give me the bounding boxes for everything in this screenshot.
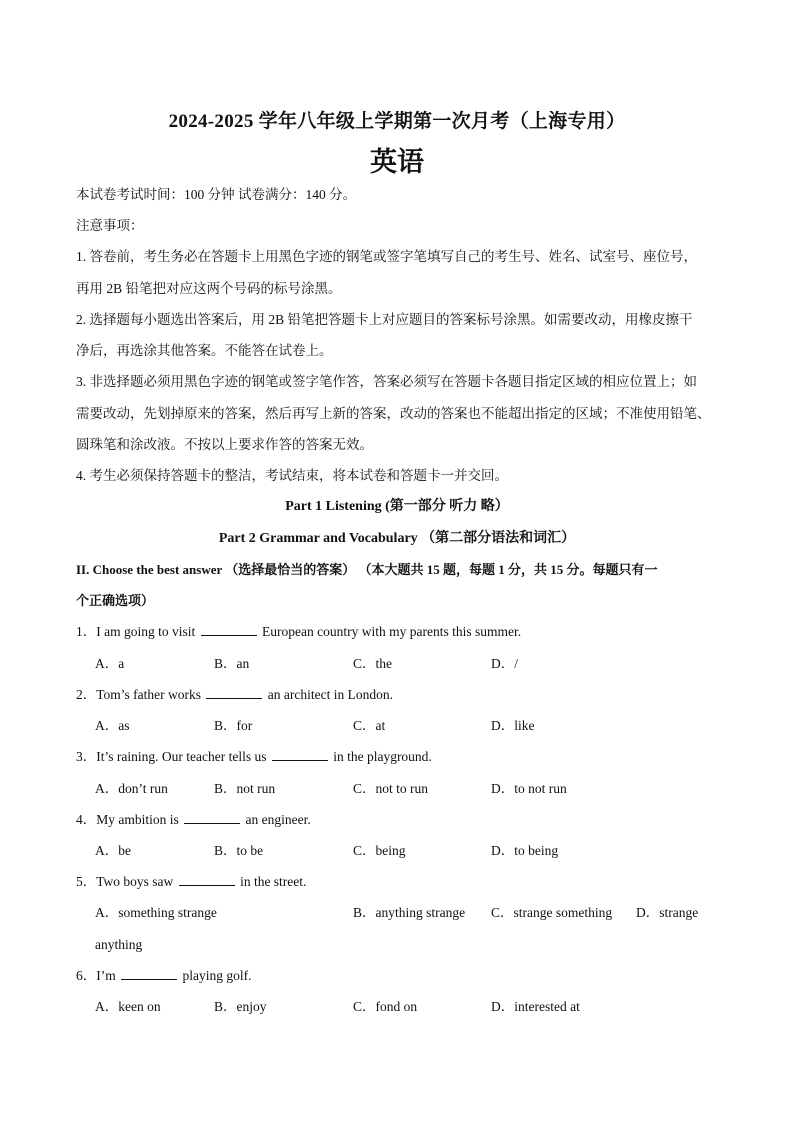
- question-text: in the playground.: [329, 749, 432, 764]
- option-c: C．being: [353, 843, 406, 858]
- question-6: [76, 967, 726, 985]
- answer-blank: [272, 748, 328, 761]
- answer-blank: [206, 686, 262, 699]
- note-line: 4. 考生必须保持答题卡的整洁，考试结束，将本试卷和答题卡一并交回。: [76, 468, 508, 483]
- option-d: D．to being: [491, 843, 559, 858]
- option-a: A．something strange: [95, 905, 217, 920]
- answer-blank: [184, 811, 240, 824]
- option-d: D．/: [491, 656, 518, 671]
- question-text: 1．I am going to visit: [76, 624, 199, 639]
- question-text: 3．It’s raining. Our teacher tells us: [76, 749, 270, 764]
- question-4: [76, 811, 726, 829]
- answer-blank: [201, 623, 257, 636]
- question-text: 4．My ambition is: [76, 812, 183, 827]
- option-c: C．fond on: [353, 999, 418, 1014]
- exam-title: 2024-2025 学年八年级上学期第一次月考（上海专用）: [168, 111, 626, 132]
- section-instruction-cont: 个正确选项）: [76, 593, 155, 608]
- option-c: C．strange something: [491, 905, 613, 920]
- question-text: 6．I’m: [76, 968, 120, 983]
- question-text: an architect in London.: [264, 687, 394, 702]
- note-line: 2. 选择题每小题选出答案后，用 2B 铅笔把答题卡上对应题目的答案标号涂黑。如需要改动，用橡皮擦干: [76, 312, 693, 327]
- question-text: an engineer.: [242, 812, 311, 827]
- option-d: D．to not run: [491, 781, 567, 796]
- answer-blank: [121, 967, 177, 980]
- question-text: 2．Tom’s father works: [76, 687, 205, 702]
- time-info: 本试卷考试时间：100 分钟 试卷满分：140 分。: [76, 187, 357, 202]
- question-1: [76, 623, 726, 641]
- option-a: A．don’t run: [95, 781, 168, 796]
- option-b: B．an: [214, 656, 250, 671]
- option-d: D．strange: [636, 905, 699, 920]
- note-line: 3. 非选择题必须用黑色字迹的钢笔或签字笔作答，答案必须写在答题卡各题目指定区域的相应位置上；如: [76, 374, 697, 389]
- notice-heading: 注意事项：: [76, 218, 144, 233]
- option-c: C．the: [353, 656, 392, 671]
- option-c: C．not to run: [353, 781, 429, 796]
- option-b: B．to be: [214, 843, 264, 858]
- question-3: [76, 748, 726, 766]
- note-line: 需要改动，先划掉原来的答案，然后再写上新的答案，改动的答案也不能超出指定的区域；不准使用铅笔、: [76, 406, 711, 421]
- option-c: C．at: [353, 718, 386, 733]
- question-2: [76, 686, 726, 704]
- option-a: A．as: [95, 718, 130, 733]
- note-line: 净后，再选涂其他答案。不能答在试卷上。: [76, 343, 333, 358]
- option-a: A．keen on: [95, 999, 161, 1014]
- option-d-wrap: anything: [95, 937, 143, 952]
- option-d: D．interested at: [491, 999, 580, 1014]
- question-text: 5．Two boys saw: [76, 874, 177, 889]
- question-text: European country with my parents this summer.: [258, 624, 522, 639]
- note-line: 圆珠笔和涂改液。不按以上要求作答的答案无效。: [76, 437, 373, 452]
- option-a: A．a: [95, 656, 125, 671]
- option-a: A．be: [95, 843, 131, 858]
- note-line: 再用 2B 铅笔把对应这两个号码的标号涂黑。: [76, 281, 342, 296]
- question-text: in the street.: [236, 874, 307, 889]
- question-5: [76, 873, 726, 891]
- option-b: B．for: [214, 718, 253, 733]
- question-text: playing golf.: [179, 968, 252, 983]
- exam-subject: 英语: [370, 147, 424, 178]
- option-b: B．enjoy: [214, 999, 267, 1014]
- option-d: D．like: [491, 718, 535, 733]
- section-instruction: II. Choose the best answer （选择最恰当的答案） （本大题共 15 题，每题 1 分，共 15 分。每题只有一: [76, 562, 658, 577]
- part2-heading: Part 2 Grammar and Vocabulary （第二部分语法和词汇）: [218, 531, 576, 546]
- note-line: 1. 答卷前，考生务必在答题卡上用黑色字迹的钢笔或签字笔填写自己的考生号、姓名、试室号、座位号，: [76, 249, 697, 264]
- option-b: B．not run: [214, 781, 276, 796]
- part1-heading: Part 1 Listening (第一部分 听力 略）: [285, 499, 509, 514]
- answer-blank: [179, 873, 235, 886]
- option-b: B．anything strange: [353, 905, 466, 920]
